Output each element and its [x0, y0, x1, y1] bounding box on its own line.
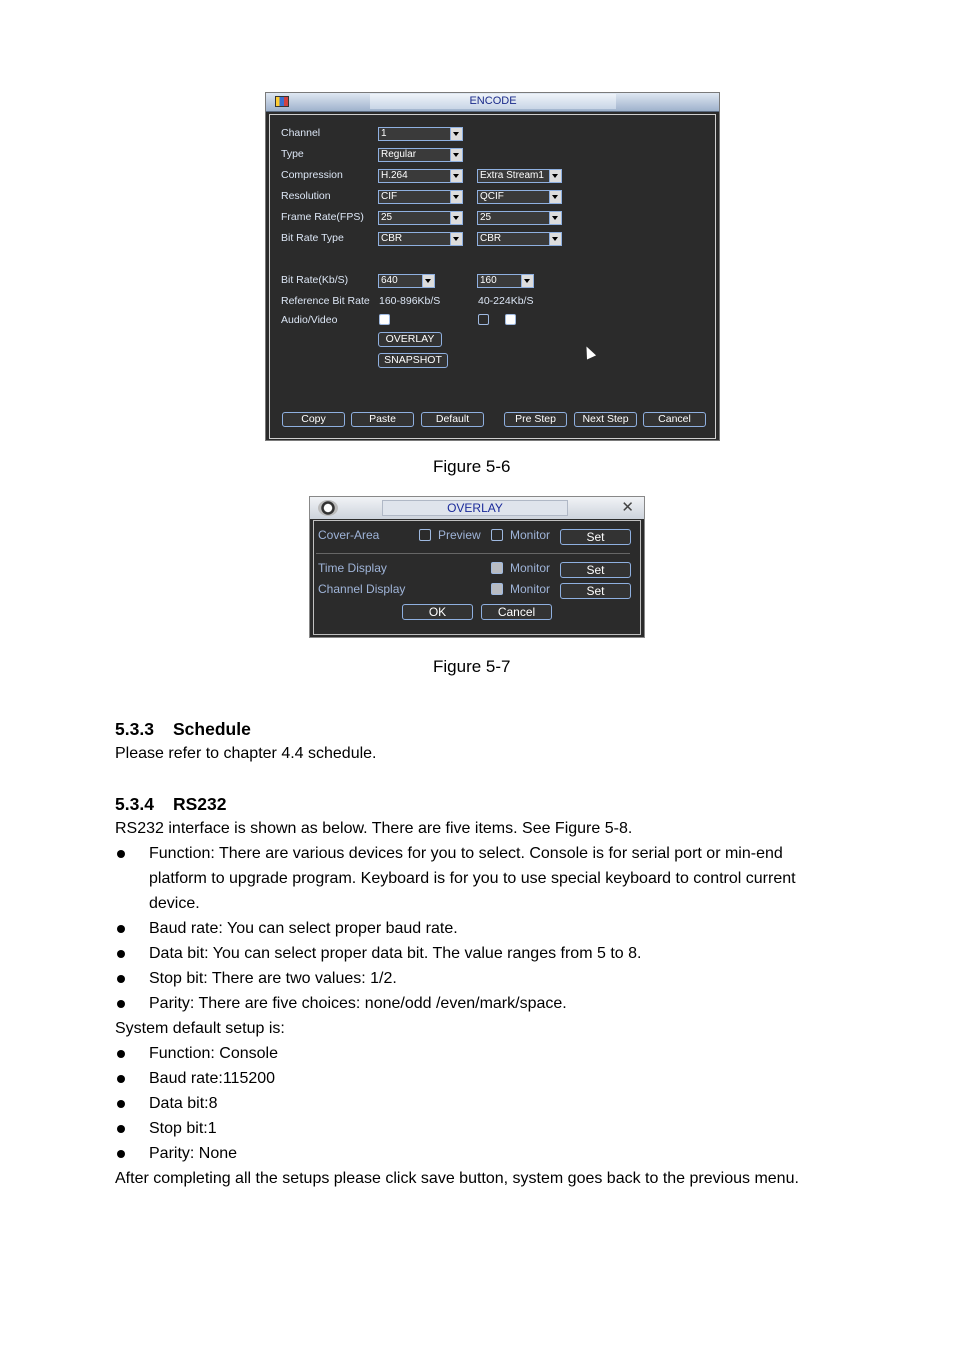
default-button[interactable]: Default	[421, 412, 484, 427]
close-icon[interactable]: ✕	[621, 499, 634, 516]
channel-label: Channel	[281, 127, 321, 139]
bit-rate-type-value: CBR	[381, 233, 403, 244]
extra-bit-rate-value: 160	[480, 275, 497, 286]
encode-title: ENCODE	[370, 94, 616, 109]
overlay-titlebar	[310, 497, 644, 519]
chevron-down-icon	[549, 170, 561, 182]
bit-rate-select[interactable]	[378, 274, 435, 288]
list-item: Function: Console	[149, 1045, 278, 1062]
bullet-icon	[117, 1150, 125, 1158]
time-monitor-checkbox[interactable]	[491, 562, 503, 574]
extra-video-checkbox[interactable]	[505, 314, 516, 325]
cover-monitor-checkbox[interactable]	[491, 529, 503, 541]
extra-resolution-value: QCIF	[480, 191, 504, 202]
extra-stream-value: Extra Stream1	[480, 170, 544, 181]
cover-monitor-label: Monitor	[510, 528, 551, 542]
section-533-title: Schedule	[173, 719, 251, 739]
next-step-button[interactable]: Next Step	[574, 412, 637, 427]
list-item: platform to upgrade program. Keyboard is for you to use special keyboard to control current	[149, 870, 796, 887]
snapshot-button[interactable]: SNAPSHOT	[378, 353, 448, 368]
bullet-icon	[117, 975, 125, 983]
chevron-down-icon	[521, 275, 533, 287]
type-select[interactable]	[378, 148, 463, 162]
bullet-icon	[117, 850, 125, 858]
extra-stream-select[interactable]	[477, 169, 562, 183]
list-item: Data bit: You can select proper data bit. The value ranges from 5 to 8.	[149, 945, 642, 962]
chevron-down-icon	[450, 191, 462, 203]
list-item: Baud rate:115200	[149, 1070, 276, 1087]
section-534-number: 5.3.4	[115, 794, 154, 814]
compression-label: Compression	[281, 169, 343, 181]
resolution-select[interactable]	[378, 190, 463, 204]
bullet-icon	[117, 1000, 125, 1008]
list-item: Parity: There are five choices: none/odd /even/mark/space.	[149, 995, 567, 1012]
bullet-icon	[117, 1100, 125, 1108]
chevron-down-icon	[450, 233, 462, 245]
channel-value: 1	[381, 128, 387, 139]
chevron-down-icon	[549, 233, 561, 245]
chevron-down-icon	[450, 170, 462, 182]
preview-label: Preview	[438, 528, 481, 542]
section-533-text: Please refer to chapter 4.4 schedule.	[115, 745, 377, 762]
extra-resolution-select[interactable]	[477, 190, 562, 204]
bit-rate-type-label: Bit Rate Type	[281, 232, 344, 244]
frame-rate-label: Frame Rate(FPS)	[281, 211, 364, 223]
overlay-button[interactable]: OVERLAY	[378, 332, 442, 347]
overlay-title: OVERLAY	[382, 500, 568, 516]
extra-frame-rate-value: 25	[480, 212, 492, 223]
resolution-value: CIF	[381, 191, 398, 202]
bit-rate-type-select[interactable]	[378, 232, 463, 246]
channel-monitor-checkbox[interactable]	[491, 583, 503, 595]
list-item: device.	[149, 895, 200, 912]
audio-video-checkbox[interactable]	[379, 314, 390, 325]
list-item: Stop bit: There are two values: 1/2.	[149, 970, 397, 987]
channel-display-label: Channel Display	[318, 582, 406, 596]
bullet-icon	[117, 1050, 125, 1058]
extra-audio-checkbox[interactable]	[478, 314, 489, 325]
chevron-down-icon	[450, 212, 462, 224]
list-item: Baud rate: You can select proper baud rate.	[149, 920, 458, 937]
extra-bit-rate-type-value: CBR	[480, 233, 502, 244]
compression-select[interactable]	[378, 169, 463, 183]
audio-video-label: Audio/Video	[281, 314, 338, 326]
closing-text: After completing all the setups please click save button, system goes back to the previous menu.	[115, 1170, 799, 1187]
cancel-button[interactable]: Cancel	[643, 412, 706, 427]
compression-value: H.264	[381, 170, 408, 181]
type-value: Regular	[381, 149, 417, 160]
bit-rate-value: 640	[381, 275, 398, 286]
bit-rate-label: Bit Rate(Kb/S)	[281, 274, 349, 286]
reference-bit-rate-value: 160-896Kb/S	[379, 295, 441, 307]
bullet-icon	[117, 950, 125, 958]
default-intro: System default setup is:	[115, 1020, 285, 1037]
channel-monitor-label: Monitor	[510, 582, 551, 596]
chevron-down-icon	[549, 191, 561, 203]
extra-bit-rate-select[interactable]	[477, 274, 534, 288]
bullet-icon	[117, 1075, 125, 1083]
section-534-title: RS232	[173, 794, 227, 814]
frame-rate-select[interactable]	[378, 211, 463, 225]
list-item: Parity: None	[149, 1145, 238, 1162]
ok-button[interactable]: OK	[402, 604, 473, 620]
chevron-down-icon	[422, 275, 434, 287]
overlay-cancel-button[interactable]: Cancel	[481, 604, 552, 620]
encode-dialog	[265, 92, 720, 441]
channel-select[interactable]	[378, 127, 463, 141]
app-icon	[318, 500, 338, 516]
time-display-label: Time Display	[318, 561, 387, 575]
time-monitor-label: Monitor	[510, 561, 551, 575]
cover-area-label: Cover-Area	[318, 528, 380, 542]
section-534-intro: RS232 interface is shown as below. There are five items. See Figure 5-8.	[115, 820, 633, 837]
figure-5-6-caption: Figure 5-6	[433, 457, 511, 476]
resolution-label: Resolution	[281, 190, 331, 202]
type-label: Type	[281, 148, 304, 160]
cover-set-button[interactable]: Set	[560, 529, 631, 545]
bullet-icon	[117, 1125, 125, 1133]
time-set-button[interactable]: Set	[560, 562, 631, 578]
section-534-heading	[115, 794, 227, 815]
list-item: Stop bit:1	[149, 1120, 217, 1137]
app-icon	[275, 96, 289, 107]
preview-checkbox[interactable]	[419, 529, 431, 541]
bullet-icon	[117, 925, 125, 933]
frame-rate-value: 25	[381, 212, 393, 223]
chevron-down-icon	[549, 212, 561, 224]
extra-frame-rate-select[interactable]	[477, 211, 562, 225]
chevron-down-icon	[450, 149, 462, 161]
chevron-down-icon	[450, 128, 462, 140]
list-item: Data bit:8	[149, 1095, 218, 1112]
extra-bit-rate-type-select[interactable]	[477, 232, 562, 246]
list-item: Function: There are various devices for you to select. Console is for serial port or min-end	[149, 845, 783, 862]
reference-bit-rate-label: Reference Bit Rate	[281, 295, 370, 307]
divider	[316, 553, 630, 554]
copy-button[interactable]: Copy	[282, 412, 345, 427]
pre-step-button[interactable]: Pre Step	[504, 412, 567, 427]
figure-5-7-caption: Figure 5-7	[433, 657, 511, 676]
section-533-heading	[115, 719, 251, 740]
paste-button[interactable]: Paste	[351, 412, 414, 427]
extra-reference-bit-rate-value: 40-224Kb/S	[478, 295, 534, 307]
section-533-number: 5.3.3	[115, 719, 154, 739]
encode-titlebar	[266, 93, 719, 112]
channel-set-button[interactable]: Set	[560, 583, 631, 599]
